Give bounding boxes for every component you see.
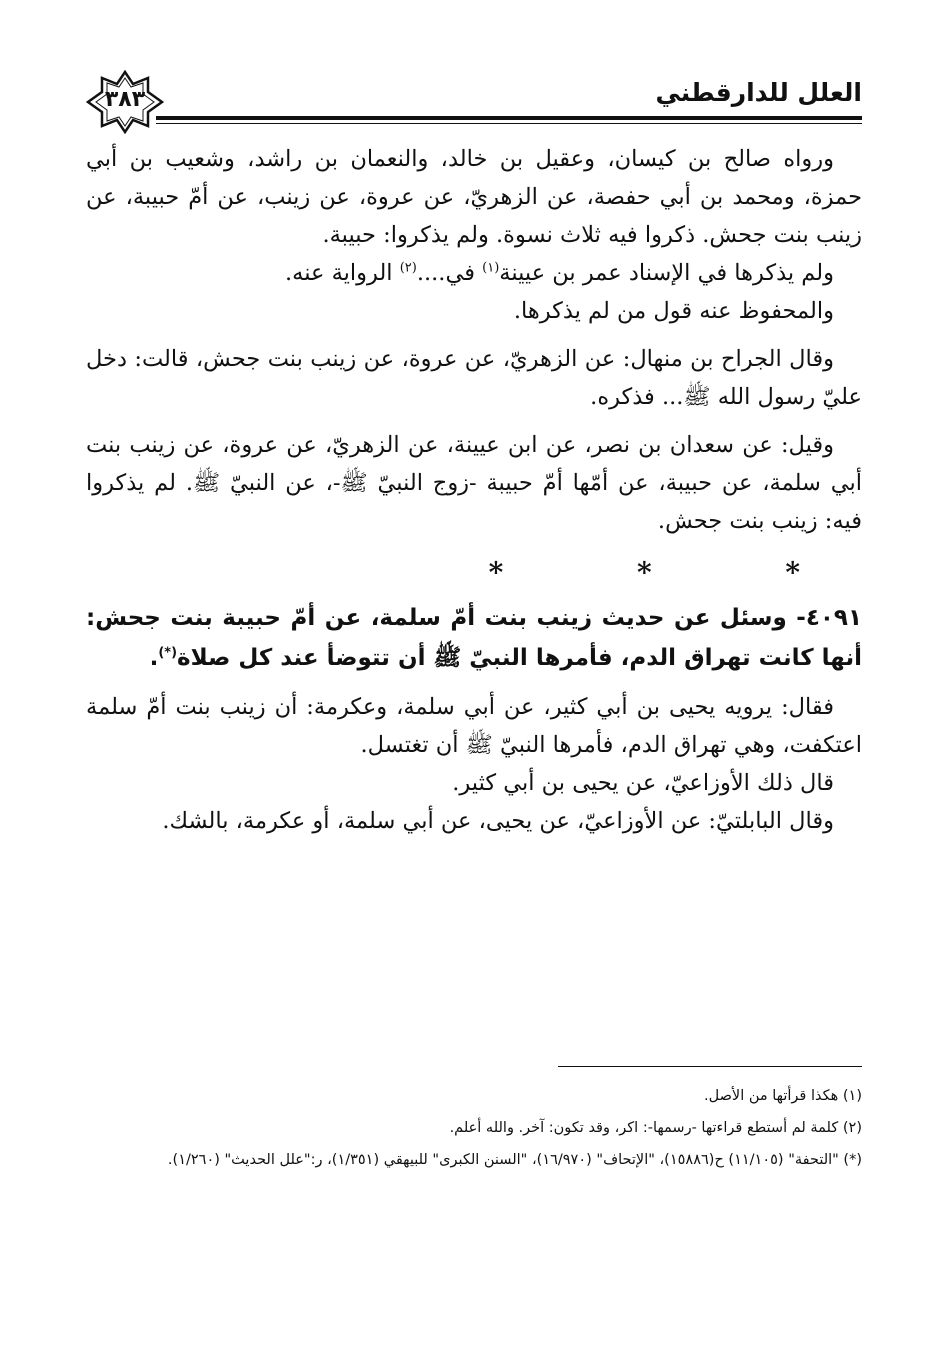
paragraph-2-text-a: ولم يذكرها في الإسناد عمر بن عيينة (499, 260, 834, 286)
paragraph-4: وقال الجراح بن منهال: عن الزهريّ، عن عروة، عن زينب بنت جحش، قالت: دخل عليّ رسول الله ﷺ... فذكره. (86, 346, 862, 410)
paragraph-5: وقيل: عن سعدان بن نصر، عن ابن عيينة، عن الزهريّ، عن عروة، عن زينب بنت أبي سلمة، عن حبيبة، عن أمّها أمّ حبيبة -زوج النبيّ ﷺ-، عن النبيّ ﷺ. لم يذكروا فيه: زينب بنت جحش. (86, 432, 862, 534)
page-number: ٣٨٣ (104, 87, 146, 112)
entry-heading (86, 598, 862, 678)
footnotes (86, 1082, 862, 1178)
paragraph-2-text-c: الرواية عنه. (285, 260, 400, 286)
paragraph-3: والمحفوظ عنه قول من لم يذكرها. (513, 298, 834, 324)
header-rule-thick (156, 116, 862, 120)
paragraph-2 (86, 254, 862, 292)
paragraph-8: وقال البابلتيّ: عن الأوزاعيّ، عن يحيى، عن أبي سلمة، أو عكرمة، بالشك. (162, 808, 834, 834)
ornamental-star-frame-icon (86, 70, 164, 134)
entry-heading-text: ٤٠٩١- وسئل عن حديث زينب بنت أمّ سلمة، عن أمّ حبيبة بنت جحش: أنها كانت تهراق الدم، فأمرها النبيّ ﷺ أن تتوضأ عند كل صلاة (86, 605, 862, 671)
entry-heading-end: . (149, 645, 159, 671)
footnote-ref-star: (*) (158, 645, 178, 661)
footnote-1: (١) هكذا قرأتها من الأصل. (704, 1088, 862, 1104)
footnote-2: (٢) كلمة لم أستطع قراءتها -رسمها-: اكر، وقد تكون: آخر. والله أعلم. (449, 1120, 862, 1136)
page-header (86, 70, 862, 134)
footnote-ref-2: (٢) (399, 260, 417, 276)
footnote-ref-1: (١) (482, 260, 500, 276)
paragraph-1: ورواه صالح بن كيسان، وعقيل بن خالد، والنعمان بن راشد، وشعيب بن أبي حمزة، ومحمد بن أبي حفصة، عن الزهريّ، عن عروة، عن زينب، عن أمّ حبيبة، عن زينب بنت جحش. ذكروا فيه ثلاث نسوة. ولم يذكروا: حبيبة. (86, 146, 862, 248)
footnote-star: (*) "التحفة" (١١/١٠٥) ح(١٥٨٨٦)، "الإتحاف" (١٦/٩٧٠)، "السنن الكبرى" للبيهقي (١/٣٥١)، ر:"علل الحديث" (١/٢٦٠). (167, 1152, 862, 1168)
header-rule-thin (156, 123, 862, 124)
section-separator: * * * (488, 556, 862, 589)
running-title: العلل للدارقطني (655, 78, 862, 107)
paragraph-7: قال ذلك الأوزاعيّ، عن يحيى بن أبي كثير. (452, 770, 834, 796)
paragraph-6: فقال: يرويه يحيى بن أبي كثير، عن أبي سلمة، وعكرمة: أن زينب بنت أمّ سلمة اعتكفت، وهي تهراق الدم، فأمرها النبيّ ﷺ أن تغتسل. (86, 694, 862, 758)
main-text (86, 140, 862, 840)
footnote-divider (558, 1066, 862, 1067)
paragraph-2-text-b: في.... (416, 260, 483, 286)
